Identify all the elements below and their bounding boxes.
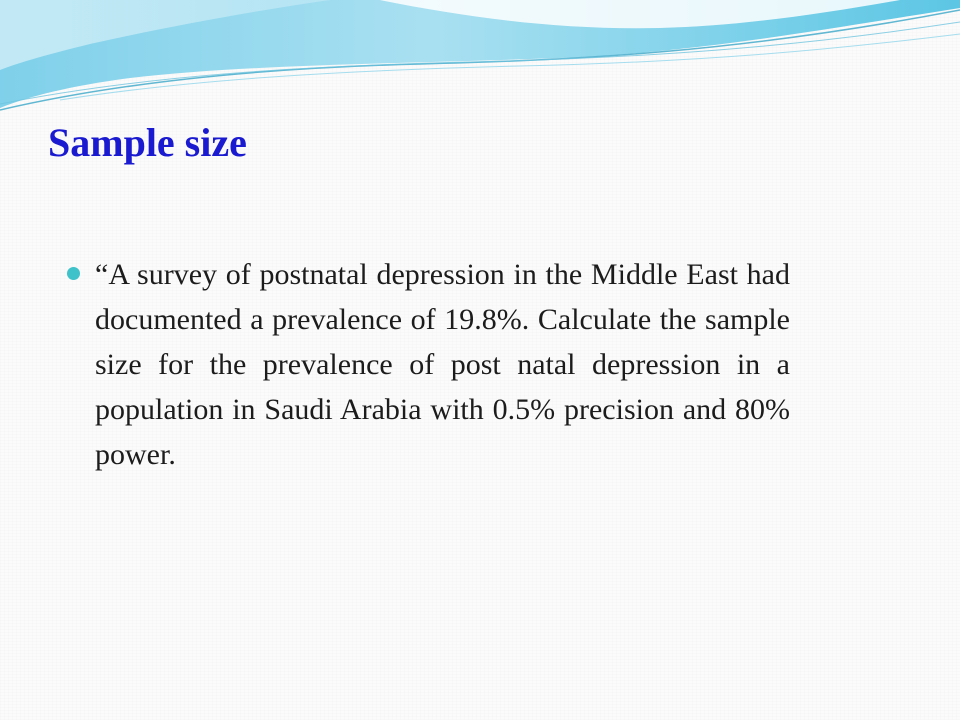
slide-title: Sample size — [48, 120, 247, 165]
bullet-dot-icon — [67, 267, 80, 280]
bullet-item — [64, 252, 790, 477]
wave-header-decoration — [0, 0, 960, 120]
bullet-text: “A survey of postnatal depression in the Middle East had documented a prevalence of 19.8%. Calculate the sample size for the prevalence of post natal depression in a population in Saudi Arabia with 0.5% precision and 80% power. — [95, 258, 790, 471]
bullet-list — [64, 252, 790, 477]
